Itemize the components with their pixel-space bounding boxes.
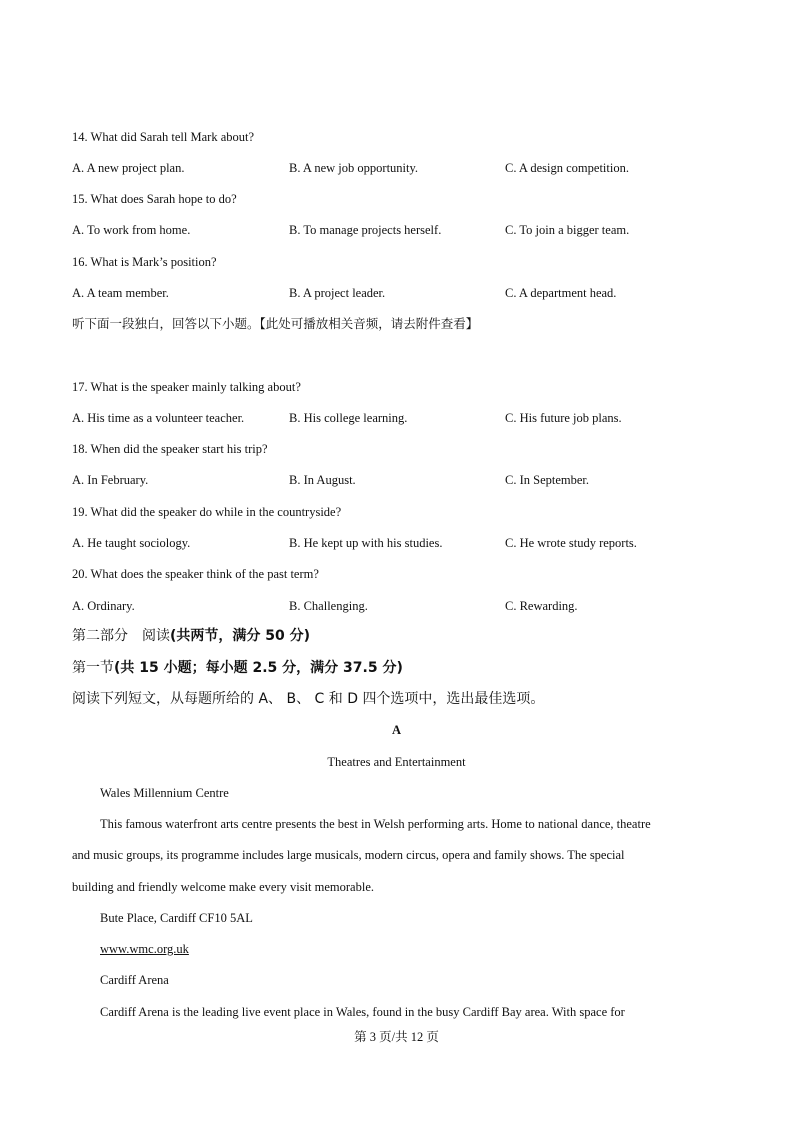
q18-option-a: A. In February. xyxy=(72,473,149,487)
part2-title xyxy=(72,627,310,645)
q14-option-b: B. A new job opportunity. xyxy=(289,161,419,175)
question-18: 18. When did the speaker start his trip? xyxy=(72,442,268,456)
q18-option-c: C. In September. xyxy=(505,473,590,487)
question-16: 16. What is Mark’s position? xyxy=(72,255,217,269)
page-footer: 第 3 页/共 12 页 xyxy=(354,1030,439,1044)
q15-option-c: C. To join a bigger team. xyxy=(505,223,630,237)
q15-option-b: B. To manage projects herself. xyxy=(289,223,442,237)
q17-option-c: C. His future job plans. xyxy=(505,411,622,425)
q17-option-a: A. His time as a volunteer teacher. xyxy=(72,411,245,425)
venue1-desc-line1: This famous waterfront arts centre presents the best in Welsh performing arts. Home to national dance, theatre xyxy=(100,817,651,831)
section1-title-suffix: (共 15 小题；每小题 2.5 分，满分 37.5 分) xyxy=(114,660,403,676)
reading-instruction: 阅读下列短文，从每题所给的 A、 B、 C 和 D 四个选项中，选出最佳选项。 xyxy=(72,691,545,707)
monologue-instruction: 听下面一段独白，回答以下小题。【此处可播放相关音频，请去附件查看】 xyxy=(72,316,479,331)
section1-title xyxy=(72,659,403,677)
venue1-address: Bute Place, Cardiff CF10 5AL xyxy=(100,911,253,925)
venue1-name: Wales Millennium Centre xyxy=(100,786,229,800)
venue1-url-link[interactable]: www.wmc.org.uk xyxy=(100,942,189,956)
q16-option-a: A. A team member. xyxy=(72,286,169,300)
q16-option-c: C. A department head. xyxy=(505,286,617,300)
q17-option-b: B. His college learning. xyxy=(289,411,408,425)
q19-option-c: C. He wrote study reports. xyxy=(505,536,637,550)
question-15: 15. What does Sarah hope to do? xyxy=(72,192,237,206)
q14-option-c: C. A design competition. xyxy=(505,161,629,175)
passage-letter: A xyxy=(391,723,402,737)
q15-option-a: A. To work from home. xyxy=(72,223,191,237)
q14-option-a: A. A new project plan. xyxy=(72,161,185,175)
venue2-desc-line1: Cardiff Arena is the leading live event place in Wales, found in the busy Cardiff Bay area. With space for xyxy=(100,1005,625,1019)
venue1-desc-line3: building and friendly welcome make every visit memorable. xyxy=(72,880,374,894)
q16-option-b: B. A project leader. xyxy=(289,286,386,300)
q20-option-c: C. Rewarding. xyxy=(505,599,578,613)
q19-option-a: A. He taught sociology. xyxy=(72,536,191,550)
q18-option-b: B. In August. xyxy=(289,473,356,487)
q20-option-b: B. Challenging. xyxy=(289,599,368,613)
q19-option-b: B. He kept up with his studies. xyxy=(289,536,443,550)
section1-title-prefix: 第一节 xyxy=(72,660,114,676)
passage-title: Theatres and Entertainment xyxy=(327,755,466,769)
question-20: 20. What does the speaker think of the past term? xyxy=(72,567,319,581)
question-17: 17. What is the speaker mainly talking about? xyxy=(72,380,301,394)
part2-title-prefix: 第二部分 阅读 xyxy=(72,628,170,644)
venue2-name: Cardiff Arena xyxy=(100,973,169,987)
question-19: 19. What did the speaker do while in the countryside? xyxy=(72,505,342,519)
venue1-desc-line2: and music groups, its programme includes large musicals, modern circus, opera and family shows. The special xyxy=(72,848,625,862)
q20-option-a: A. Ordinary. xyxy=(72,599,135,613)
part2-title-suffix: (共两节，满分 50 分) xyxy=(170,628,311,644)
question-14: 14. What did Sarah tell Mark about? xyxy=(72,130,255,144)
